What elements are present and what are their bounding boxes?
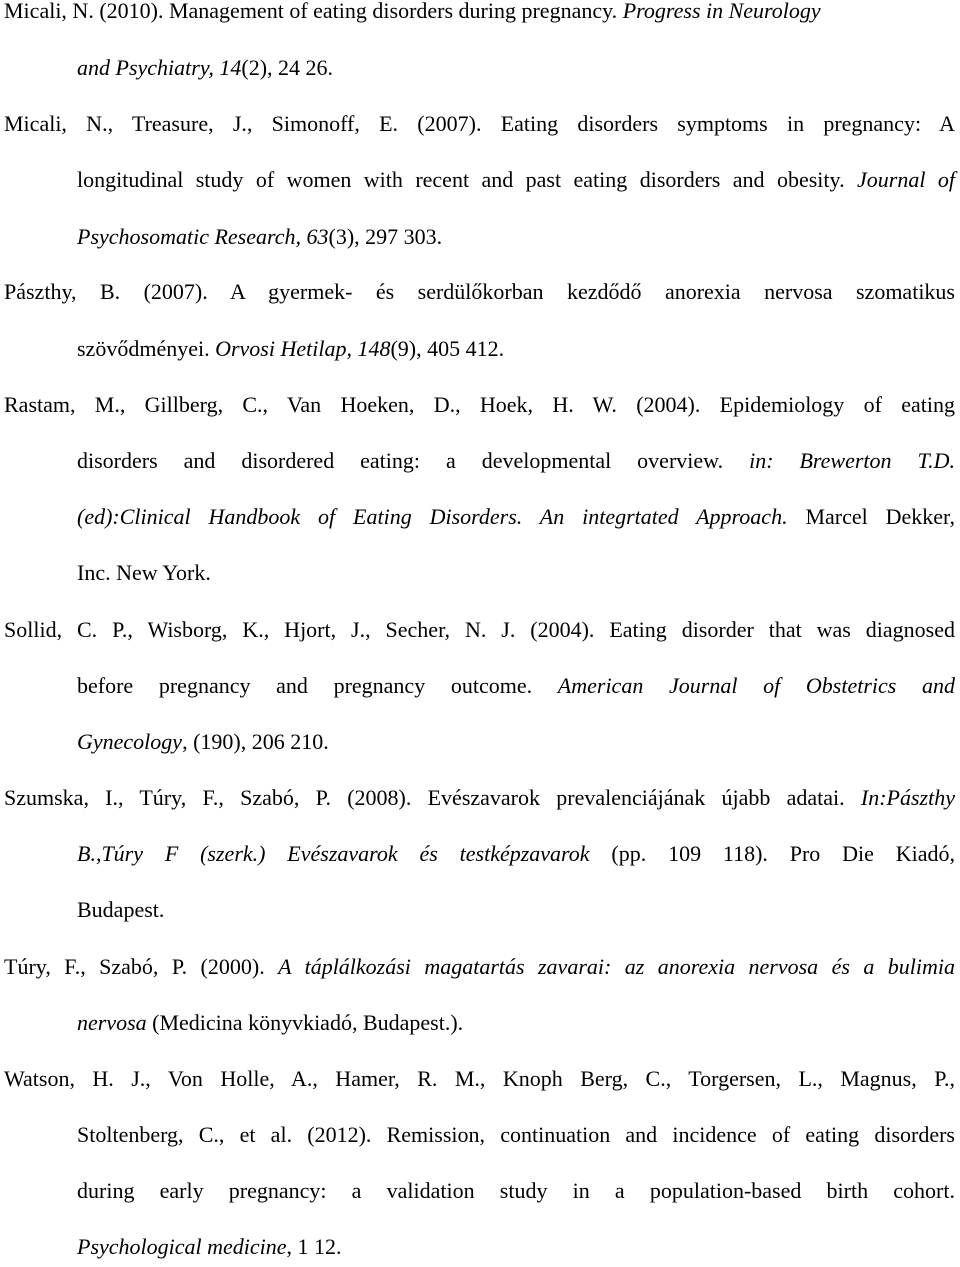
reference-rastam-2004-line-2 [77, 441, 955, 481]
reference-text: (2), 24 26. [241, 55, 334, 80]
reference-text: , (190), 206 210. [182, 729, 329, 754]
reference-text: Micali, N. (2010). Management of eating disorders during pregnancy. [4, 0, 623, 23]
reference-szumska-2008-line-1 [4, 778, 955, 818]
reference-micali-2007-line-2 [77, 160, 955, 200]
reference-sollid-2004-line-1 [4, 610, 955, 650]
reference-text: szövődményei. [77, 336, 216, 361]
reference-text: (pp. 109 118). Pro Die Kiadó, [589, 841, 955, 866]
reference-italic-text: Psychosomatic Research, 63 [77, 224, 329, 249]
reference-tury-2000-line-1 [4, 947, 955, 987]
reference-text: (3), 297 303. [328, 224, 443, 249]
reference-micali-2010-line-2 [77, 48, 955, 88]
reference-italic-text: Orvosi Hetilap, 148 [215, 336, 391, 361]
reference-italic-text: In:Pászthy [860, 785, 955, 810]
reference-italic-text: Journal of [857, 167, 955, 192]
reference-italic-text: in: Brewerton T.D. [749, 448, 955, 473]
reference-watson-2012-line-1 [4, 1059, 955, 1099]
reference-italic-text: American Journal of Obstetrics and [557, 673, 955, 698]
reference-text: Budapest. [77, 897, 165, 922]
reference-micali-2007-line-1 [4, 104, 955, 144]
reference-italic-text: (ed):Clinical Handbook of Eating Disorders. An integrtated Approach. [77, 504, 788, 529]
reference-italic-text: A táplálkozási magatartás zavarai: az anorexia nervosa és a bulimia [278, 954, 955, 979]
reference-italic-text: nervosa [77, 1010, 147, 1035]
reference-text: Inc. New York. [77, 560, 211, 585]
reference-text: Sollid, C. P., Wisborg, K., Hjort, J., Secher, N. J. (2004). Eating disorder that was diagnosed [4, 617, 955, 642]
reference-rastam-2004-line-3 [77, 497, 955, 537]
reference-micali-2010-line-1 [4, 0, 955, 31]
reference-micali-2007-line-3 [77, 217, 955, 257]
reference-text: longitudinal study of women with recent and past eating disorders and obesity. [77, 167, 858, 192]
reference-text: before pregnancy and pregnancy outcome. [77, 673, 558, 698]
reference-rastam-2004-line-4 [77, 553, 955, 593]
reference-text: (9), 405 412. [390, 336, 505, 361]
reference-rastam-2004-line-1 [4, 385, 955, 425]
reference-text: Túry, F., Szabó, P. (2000). [4, 954, 279, 979]
reference-italic-text: Gynecology [77, 729, 183, 754]
reference-tury-2000-line-2 [77, 1003, 955, 1043]
reference-sollid-2004-line-2 [77, 666, 955, 706]
reference-paszthy-2007-line-2 [77, 329, 955, 369]
reference-sollid-2004-line-3 [77, 722, 955, 762]
reference-szumska-2008-line-2 [77, 834, 955, 874]
reference-text: Szumska, I., Túry, F., Szabó, P. (2008). Evészavarok prevalenciájának újabb adatai. [4, 785, 861, 810]
reference-watson-2012-line-3 [77, 1171, 955, 1211]
reference-text: (Medicina könyvkiadó, Budapest.). [146, 1010, 464, 1035]
reference-text: Micali, N., Treasure, J., Simonoff, E. (2007). Eating disorders symptoms in pregnancy: A [4, 111, 955, 136]
reference-italic-text: Progress in Neurology [622, 0, 821, 23]
reference-text: Stoltenberg, C., et al. (2012). Remission, continuation and incidence of eating disorders [77, 1122, 955, 1147]
reference-text: Pászthy, B. (2007). A gyermek- és serdülőkorban kezdődő anorexia nervosa szomatikus [4, 279, 955, 304]
reference-italic-text: B.,Túry F (szerk.) Evészavarok és testképzavarok [77, 841, 590, 866]
reference-italic-text: and Psychiatry, 14 [77, 55, 242, 80]
reference-paszthy-2007-line-1 [4, 272, 955, 312]
reference-watson-2012-line-2 [77, 1115, 955, 1155]
reference-text: , 1 12. [286, 1234, 342, 1259]
reference-text: Rastam, M., Gillberg, C., Van Hoeken, D., Hoek, H. W. (2004). Epidemiology of eating [4, 392, 955, 417]
reference-italic-text: Psychological medicine [77, 1234, 287, 1259]
reference-text: disorders and disordered eating: a developmental overview. [77, 448, 750, 473]
reference-szumska-2008-line-3 [77, 890, 955, 930]
reference-watson-2012-line-4 [77, 1227, 955, 1267]
reference-text: Marcel Dekker, [787, 504, 956, 529]
reference-text: during early pregnancy: a validation study in a population-based birth cohort. [77, 1178, 955, 1203]
reference-text: Watson, H. J., Von Holle, A., Hamer, R. M., Knoph Berg, C., Torgersen, L., Magnus, P., [4, 1066, 955, 1091]
